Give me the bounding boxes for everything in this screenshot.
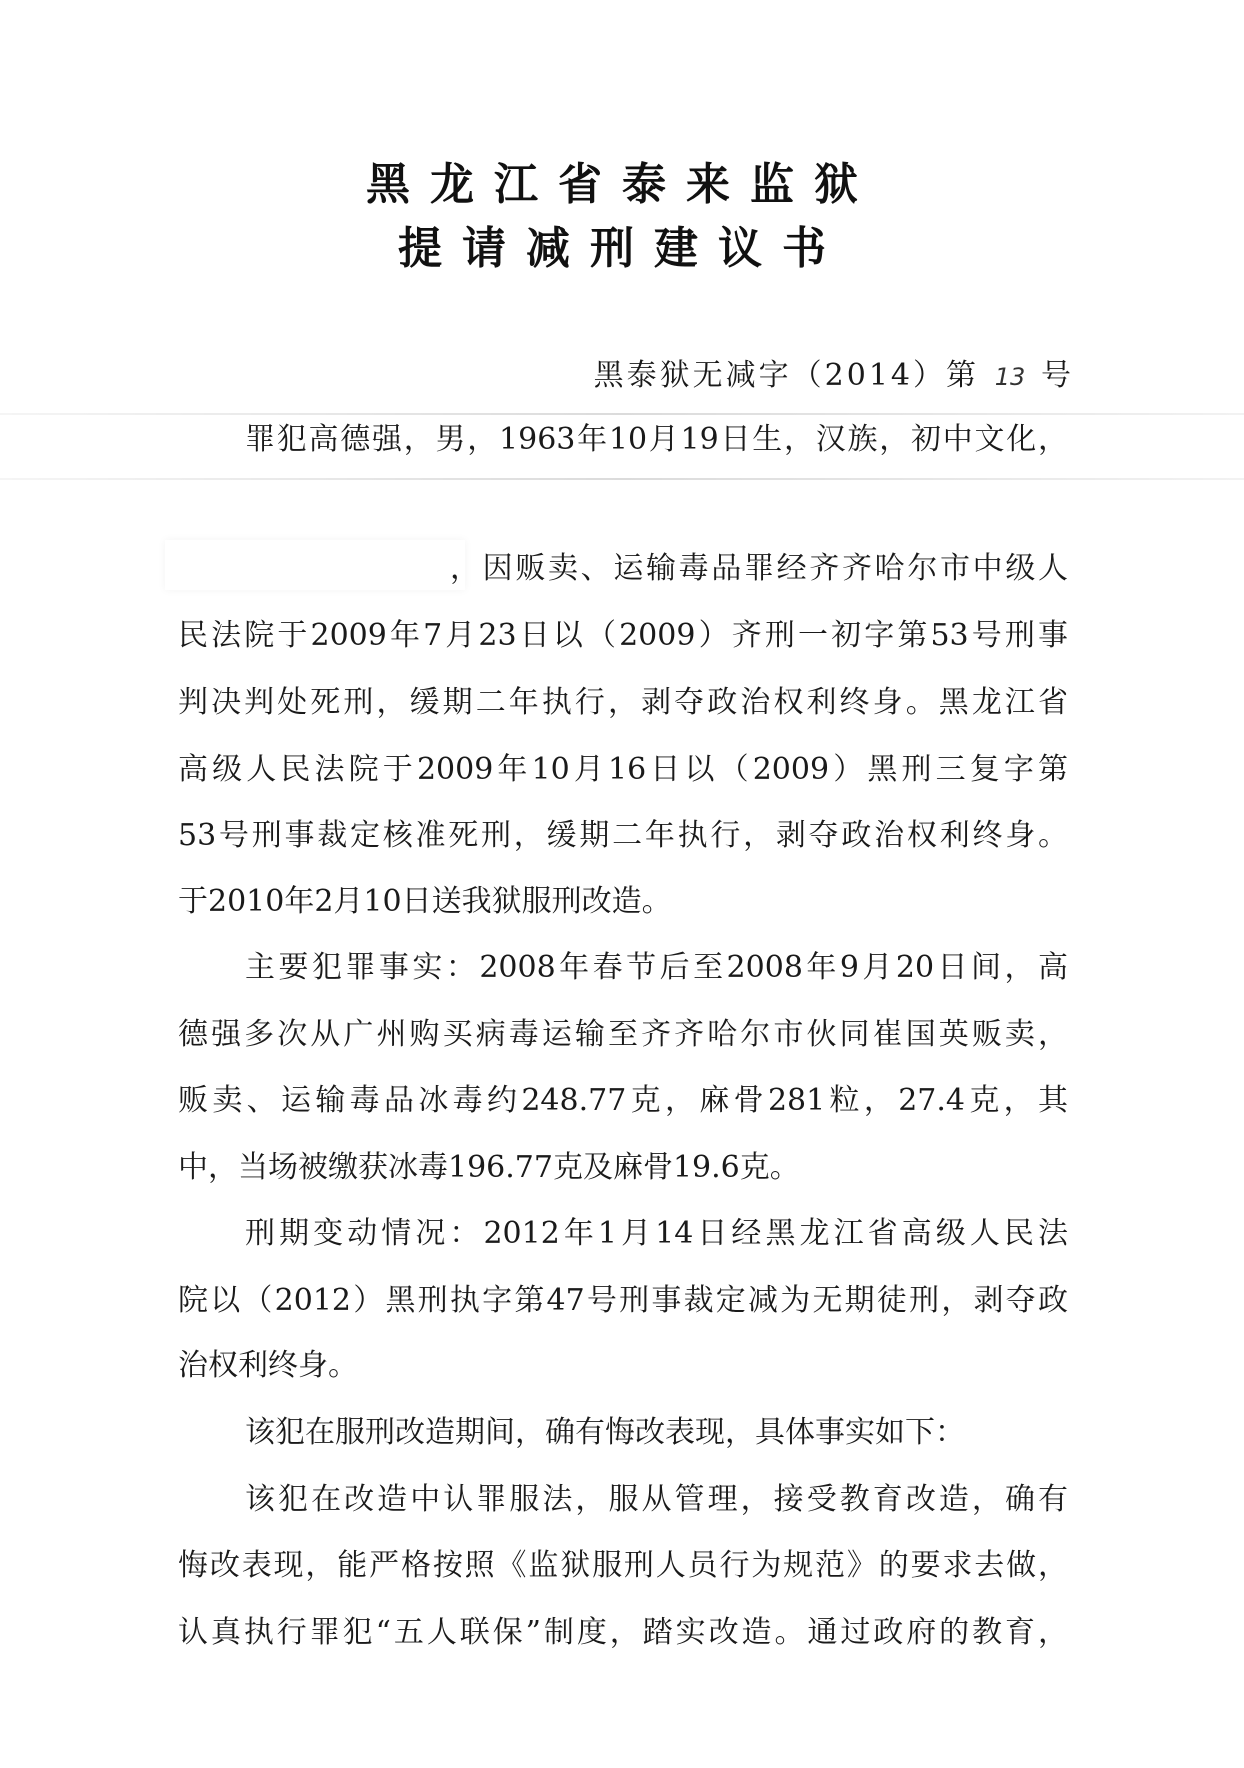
body-line: 高级人民法院于2009年10月16日以（2009）黑刑三复字第 — [178, 752, 1068, 787]
body-line: 民法院于2009年7月23日以（2009）齐刑一初字第53号刑事 — [178, 618, 1068, 653]
title-line-1: 黑龙江省泰来监狱 — [366, 159, 878, 210]
body-line: 治权利终身。 — [178, 1348, 358, 1383]
body-line: 主要犯罪事实：2008年春节后至2008年9月20日间，高 — [245, 950, 1068, 985]
body-line: 该犯在改造中认罪服法，服从管理，接受教育改造，确有 — [245, 1482, 1068, 1517]
body-line: 贩卖、运输毒品冰毒约248.77克，麻骨281粒，27.4克，其 — [178, 1083, 1068, 1118]
doc-number-handwritten: 13 — [994, 363, 1026, 391]
title-line-2: 提请减刑建议书 — [398, 223, 846, 274]
doc-number-suffix: 号 — [1041, 358, 1074, 393]
body-line: 中，当场被缴获冰毒196.77克及麻骨19.6克。 — [178, 1150, 800, 1185]
paper-fold — [0, 413, 1244, 415]
doc-number-prefix: 黑泰狱无减字（2014）第 — [593, 358, 979, 393]
body-line: 罪犯高德强，男，1963年10月19日生，汉族，初中文化， — [245, 422, 1068, 457]
body-line: 院以（2012）黑刑执字第47号刑事裁定减为无期徒刑，剥夺政 — [178, 1283, 1068, 1318]
body-line: ，因贩卖、运输毒品罪经齐齐哈尔市中级人 — [450, 551, 1068, 586]
redacted-area — [165, 540, 465, 590]
paper-fold — [0, 478, 1244, 480]
body-line: 该犯在服刑改造期间，确有悔改表现，具体事实如下： — [245, 1415, 965, 1450]
document-number — [594, 350, 1074, 394]
body-line: 判决判处死刑，缓期二年执行，剥夺政治权利终身。黑龙江省 — [178, 685, 1068, 720]
body-line: 认真执行罪犯“五人联保”制度，踏实改造。通过政府的教育， — [178, 1615, 1068, 1650]
body-line: 于2010年2月10日送我狱服刑改造。 — [178, 884, 672, 919]
body-line: 德强多次从广州购买病毒运输至齐齐哈尔市伙同崔国英贩卖， — [178, 1017, 1068, 1052]
body-line: 悔改表现，能严格按照《监狱服刑人员行为规范》的要求去做， — [178, 1548, 1068, 1583]
body-line: 刑期变动情况：2012年1月14日经黑龙江省高级人民法 — [245, 1216, 1068, 1251]
body-line: 53号刑事裁定核准死刑，缓期二年执行，剥夺政治权利终身。 — [178, 818, 1068, 853]
